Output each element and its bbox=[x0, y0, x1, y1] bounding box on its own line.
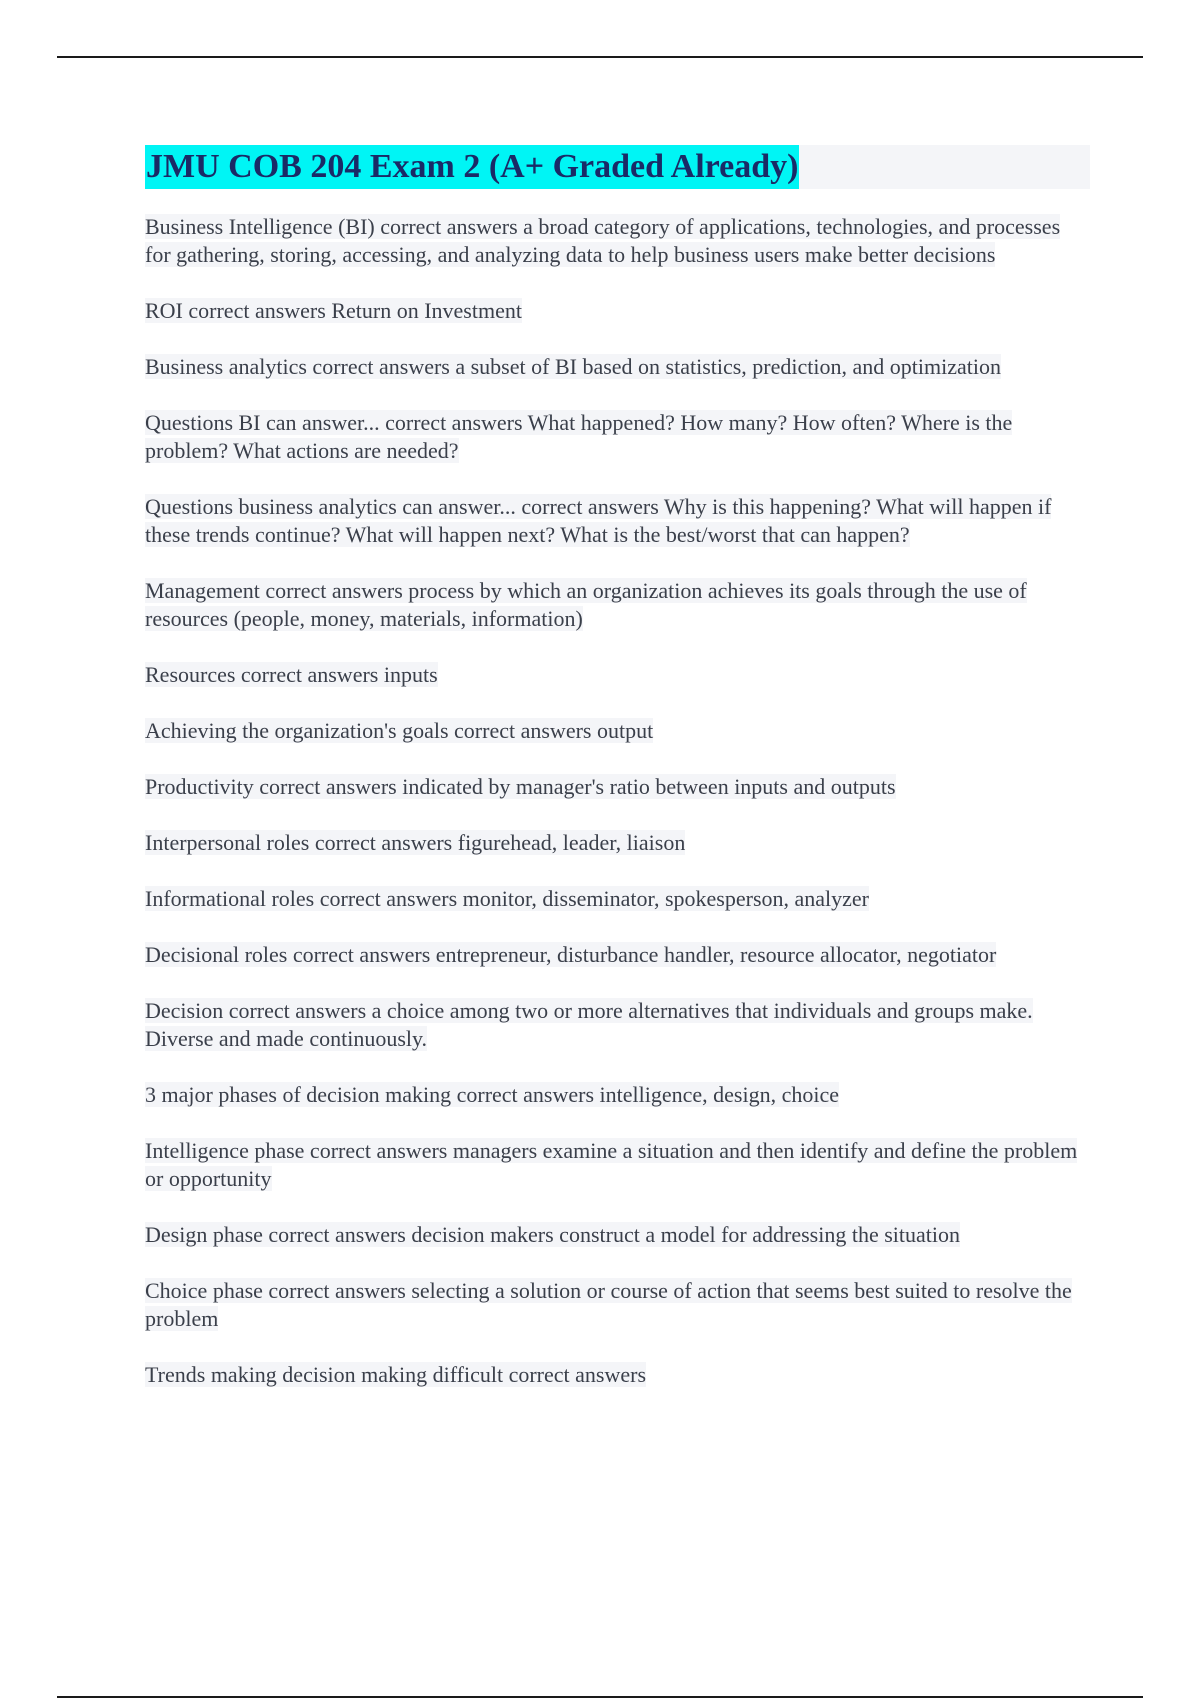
entry-text: 3 major phases of decision making correct answers intelligence, design, choice bbox=[145, 1082, 839, 1107]
entry-text: Questions business analytics can answer... correct answers Why is this happening? What will happen if these trends continue? What will happen next? What is the best/worst that can happen? bbox=[145, 494, 1052, 547]
list-item bbox=[145, 1137, 1090, 1193]
list-item bbox=[145, 213, 1090, 269]
list-item bbox=[145, 1361, 1090, 1389]
list-item bbox=[145, 1277, 1090, 1333]
entry-text: Informational roles correct answers monitor, disseminator, spokesperson, analyzer bbox=[145, 886, 870, 911]
entry-text: Trends making decision making difficult correct answers bbox=[145, 1362, 647, 1387]
list-item bbox=[145, 717, 1090, 745]
entry-text: Business analytics correct answers a subset of BI based on statistics, prediction, and optimization bbox=[145, 354, 1001, 379]
list-item bbox=[145, 941, 1090, 969]
entry-text: Questions BI can answer... correct answers What happened? How many? How often? Where is the problem? What actions are needed? bbox=[145, 410, 1013, 463]
entry-text: Design phase correct answers decision makers construct a model for addressing the situation bbox=[145, 1222, 960, 1247]
document-title: JMU COB 204 Exam 2 (A+ Graded Already) bbox=[145, 145, 799, 189]
top-rule bbox=[57, 56, 1143, 58]
list-item bbox=[145, 829, 1090, 857]
entry-text: Business Intelligence (BI) correct answers a broad category of applications, technologies, and processes for gathering, storing, accessing, and analyzing data to help business users make better decisions bbox=[145, 214, 1061, 267]
list-item bbox=[145, 577, 1090, 633]
entry-text: Achieving the organization's goals correct answers output bbox=[145, 718, 654, 743]
list-item bbox=[145, 353, 1090, 381]
entry-list bbox=[145, 213, 1090, 1389]
list-item bbox=[145, 997, 1090, 1053]
entry-text: Choice phase correct answers selecting a solution or course of action that seems best suited to resolve the problem bbox=[145, 1278, 1072, 1331]
document-body bbox=[145, 145, 1090, 1417]
list-item bbox=[145, 885, 1090, 913]
title-band bbox=[145, 145, 1090, 189]
list-item bbox=[145, 297, 1090, 325]
entry-text: Management correct answers process by which an organization achieves its goals through the use of resources (people, money, materials, information) bbox=[145, 578, 1027, 631]
entry-text: Interpersonal roles correct answers figurehead, leader, liaison bbox=[145, 830, 686, 855]
list-item bbox=[145, 661, 1090, 689]
list-item bbox=[145, 493, 1090, 549]
entry-text: Decisional roles correct answers entrepreneur, disturbance handler, resource allocator, negotiator bbox=[145, 942, 997, 967]
list-item bbox=[145, 1081, 1090, 1109]
list-item bbox=[145, 773, 1090, 801]
entry-text: Productivity correct answers indicated by manager's ratio between inputs and outputs bbox=[145, 774, 896, 799]
list-item bbox=[145, 1221, 1090, 1249]
entry-text: Intelligence phase correct answers managers examine a situation and then identify and define the problem or opportunity bbox=[145, 1138, 1078, 1191]
entry-text: ROI correct answers Return on Investment bbox=[145, 298, 522, 323]
entry-text: Decision correct answers a choice among two or more alternatives that individuals and groups make. Diverse and made continuously. bbox=[145, 998, 1033, 1051]
list-item bbox=[145, 409, 1090, 465]
entry-text: Resources correct answers inputs bbox=[145, 662, 438, 687]
bottom-rule bbox=[57, 1696, 1143, 1698]
